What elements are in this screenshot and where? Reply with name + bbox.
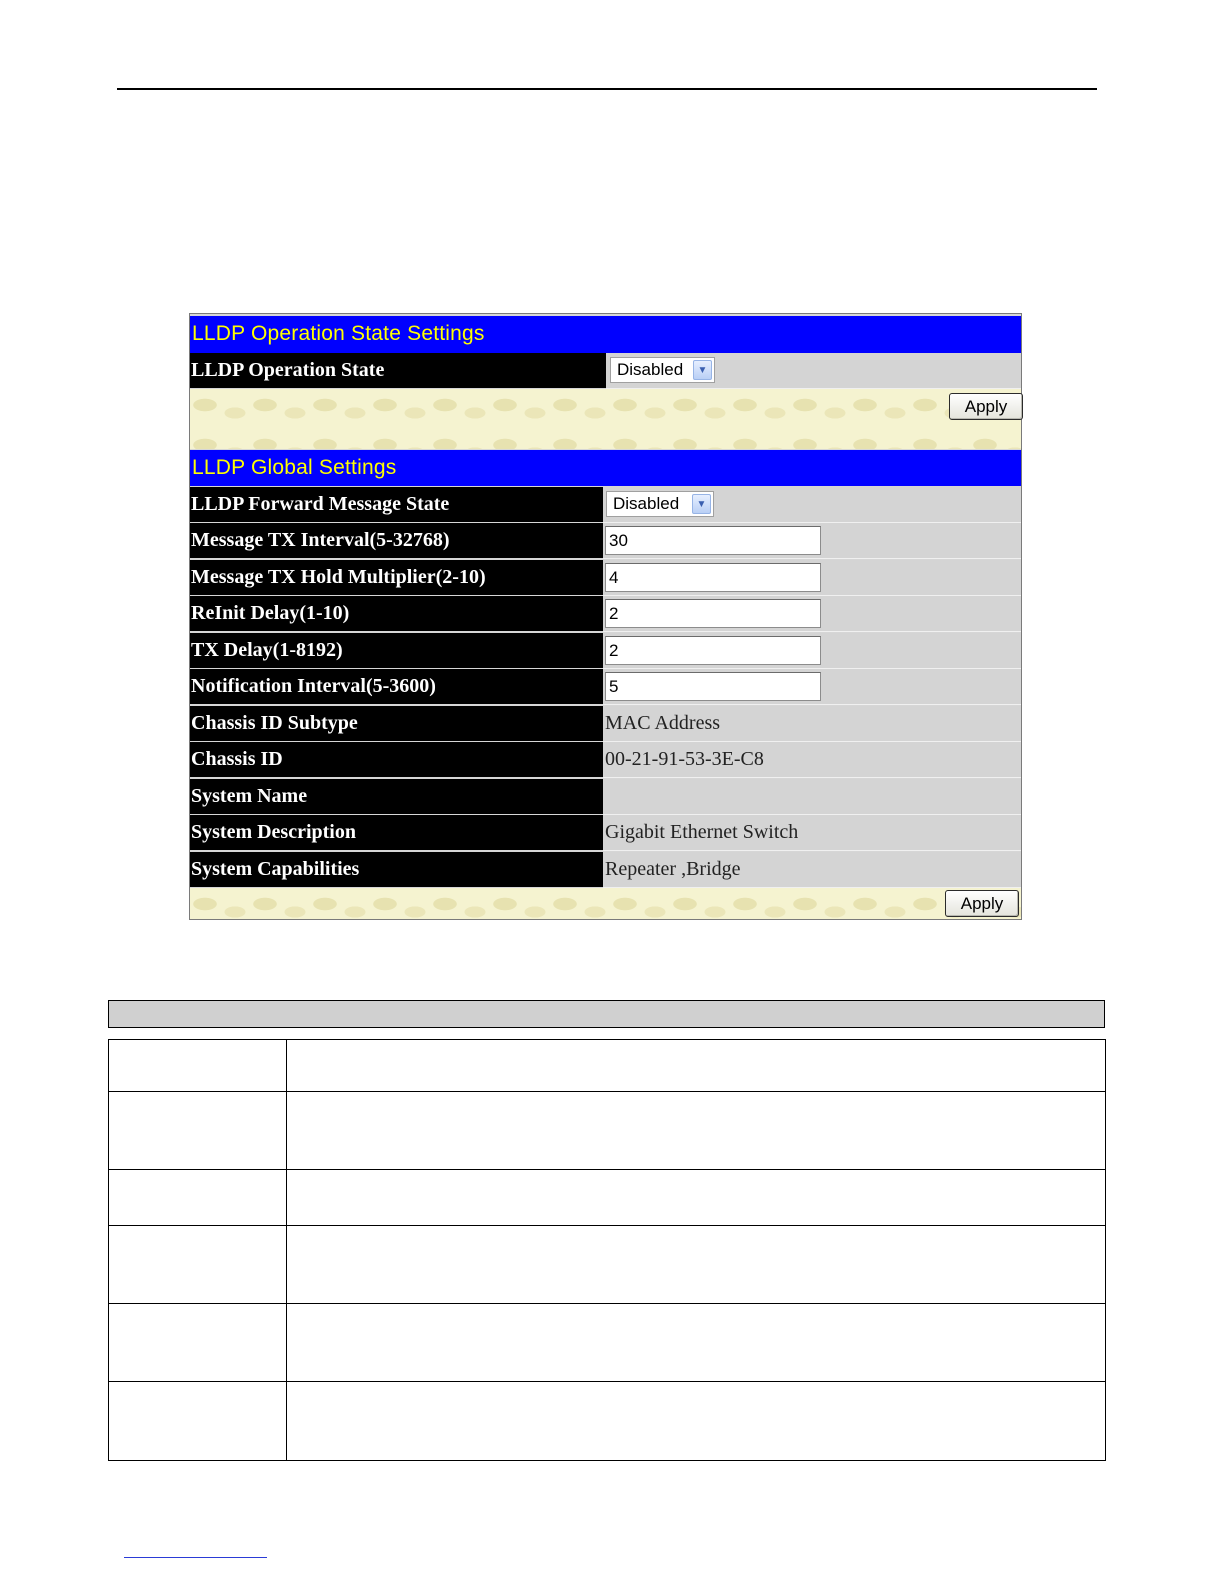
table-row <box>109 1092 1106 1170</box>
operation-state-value-cell <box>606 353 1021 389</box>
row-system-capabilities <box>190 852 1021 888</box>
table-cell <box>287 1382 1106 1461</box>
system-description-label: System Description <box>190 815 603 850</box>
table-cell <box>109 1170 287 1226</box>
chassis-id-subtype-value: MAC Address <box>603 706 1021 742</box>
table-cell <box>287 1040 1106 1092</box>
table-cell <box>287 1226 1106 1304</box>
reinit-delay-value-cell <box>603 596 1021 632</box>
table-cell <box>109 1304 287 1382</box>
system-capabilities-value: Repeater ,Bridge <box>603 852 1021 888</box>
row-tx-hold-multiplier <box>190 560 1021 596</box>
table-cell <box>109 1382 287 1461</box>
row-tx-interval <box>190 523 1021 559</box>
row-tx-delay <box>190 633 1021 669</box>
table-cell <box>109 1226 287 1304</box>
system-description-value: Gigabit Ethernet Switch <box>603 815 1021 851</box>
description-table-header <box>108 1000 1105 1028</box>
notification-interval-value-cell <box>603 669 1021 705</box>
tx-hold-multiplier-value-cell <box>603 560 1021 596</box>
lldp-settings-panel <box>189 313 1022 920</box>
tx-interval-label: Message TX Interval(5-32768) <box>190 523 603 558</box>
tx-interval-input[interactable]: 30 <box>605 526 821 555</box>
forward-message-state-select[interactable] <box>606 491 714 517</box>
system-name-value <box>603 779 1021 815</box>
table-cell <box>109 1092 287 1170</box>
chassis-id-value: 00-21-91-53-3E-C8 <box>603 742 1021 778</box>
reinit-delay-input[interactable]: 2 <box>605 599 821 628</box>
table-cell <box>287 1304 1106 1382</box>
chassis-id-label: Chassis ID <box>190 742 603 777</box>
footer-link-underline <box>124 1557 267 1558</box>
tx-hold-multiplier-label: Message TX Hold Multiplier(2-10) <box>190 560 603 595</box>
forward-message-state-selected: Disabled <box>613 494 680 513</box>
row-forward-message-state <box>190 487 1021 523</box>
global-settings-title: LLDP Global Settings <box>190 450 1021 486</box>
row-notification-interval <box>190 669 1021 705</box>
operation-state-apply-bar <box>190 389 1021 449</box>
table-row <box>109 1226 1106 1304</box>
global-settings-apply-button[interactable]: Apply <box>945 890 1019 917</box>
operation-state-select[interactable] <box>610 357 715 383</box>
system-capabilities-label: System Capabilities <box>190 852 603 887</box>
forward-message-state-value-cell <box>603 487 1021 523</box>
table-cell <box>109 1040 287 1092</box>
chevron-down-icon[interactable]: ▼ <box>693 360 712 380</box>
tx-interval-value-cell <box>603 523 1021 559</box>
row-system-name <box>190 779 1021 815</box>
row-operation-state <box>190 353 1021 389</box>
notification-interval-input[interactable]: 5 <box>605 672 821 701</box>
tx-delay-label: TX Delay(1-8192) <box>190 633 603 668</box>
reinit-delay-label: ReInit Delay(1-10) <box>190 596 603 631</box>
table-row <box>109 1040 1106 1092</box>
global-settings-apply-bar <box>190 888 1021 919</box>
table-cell <box>287 1092 1106 1170</box>
table-cell <box>287 1170 1106 1226</box>
forward-message-state-label: LLDP Forward Message State <box>190 487 603 522</box>
notification-interval-label: Notification Interval(5-3600) <box>190 669 603 704</box>
table-row <box>109 1170 1106 1226</box>
operation-state-label: LLDP Operation State <box>190 353 606 388</box>
row-chassis-id-subtype <box>190 706 1021 742</box>
description-table <box>108 1039 1106 1461</box>
operation-state-title: LLDP Operation State Settings <box>190 316 1021 353</box>
tx-delay-value-cell <box>603 633 1021 669</box>
row-system-description <box>190 815 1021 851</box>
header-rule <box>117 88 1097 90</box>
row-chassis-id <box>190 742 1021 778</box>
tx-hold-multiplier-input[interactable]: 4 <box>605 563 821 592</box>
chevron-down-icon[interactable]: ▼ <box>692 494 711 514</box>
system-name-label: System Name <box>190 779 603 814</box>
operation-state-selected: Disabled <box>617 360 684 379</box>
tx-delay-input[interactable]: 2 <box>605 636 821 665</box>
operation-state-apply-button[interactable]: Apply <box>949 393 1023 420</box>
table-row <box>109 1304 1106 1382</box>
table-row <box>109 1382 1106 1461</box>
chassis-id-subtype-label: Chassis ID Subtype <box>190 706 603 741</box>
row-reinit-delay <box>190 596 1021 632</box>
